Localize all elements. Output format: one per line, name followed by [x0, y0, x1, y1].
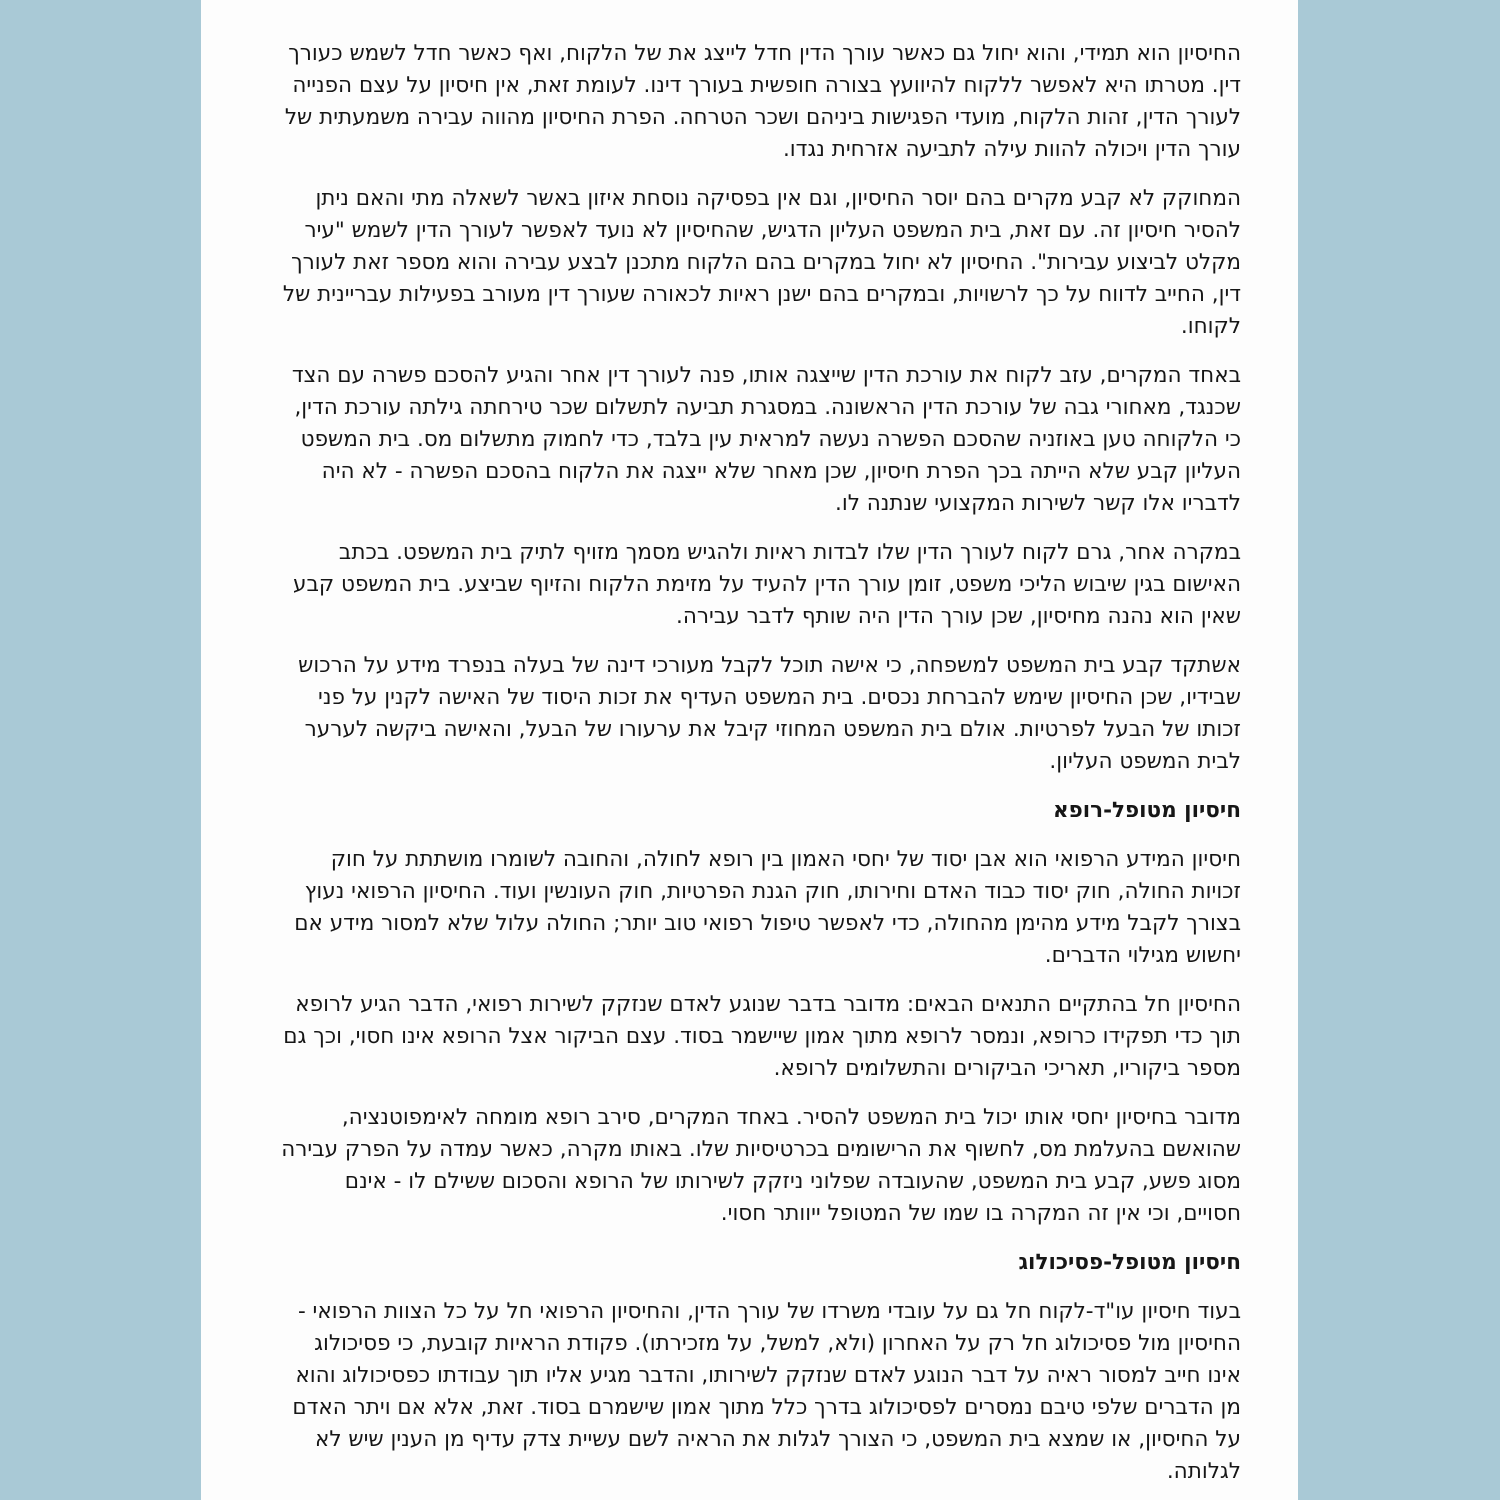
paragraph: באחד המקרים, עזב לקוח את עורכת הדין שייצגה אותו, פנה לעורך דין אחר והגיע להסכם פשרה עם הצד שכנגד, מאחורי גבה של עורכת הדין הראשונה. במסגרת תביעה לתשלום שכר טירחתה גילתה עורכת הדין, כי הלקוחה טען באוזניה שהסכם הפשרה נעשה למראית עין בלבד, כדי לחמוק מתשלום מס. בית המשפט העליון קבע שלא הייתה בכך הפרת חיסיון, שכן מאחר שלא ייצגה את הלקוח בהסכם הפשרה - לא היה לדבריו אלו קשר לשירות המקצועי שנתנה לו.	[291, 363, 1241, 516]
section-heading-patient-psychologist: חיסיון מטופל-פסיכולוג	[1018, 1250, 1241, 1275]
paragraph: המחוקק לא קבע מקרים בהם יוסר החיסיון, וגם אין בפסיקה נוסחת איזון באשר לשאלה מתי והאם ניתן להסיר חיסיון זה. עם זאת, בית המשפט העליון הדגיש, שהחיסיון לא נועד לאפשר לעורך הדין לשמש "עיר מקלט לביצוע עבירות". החיסיון לא יחול במקרים בהם הלקוח מתכנן לבצע עבירה והוא מספר זאת לעורך דין, החייב לדווח על כך לרשויות, ובמקרים בהם ישנן ראיות לכאורה שעורך דין מעורב בפעילות עבריינית של לקוחו.	[282, 186, 1241, 339]
paragraph: החיסיון חל בהתקיים התנאים הבאים: מדובר בדבר שנוגע לאדם שנזקק לשירות רפואי, הדבר הגיע לרופא תוך כדי תפקידו כרופא, ונמסר לרופא מתוך אמון שיישמר בסוד. עצם הביקור אצל הרופא אינו חסוי, וכך גם מספר ביקוריו, תאריכי הביקורים והתשלומים לרופא.	[283, 992, 1241, 1081]
paragraph: החיסיון הוא תמידי, והוא יחול גם כאשר עורך הדין חדל לייצג את של הלקוח, ואף כאשר חדל לשמש כעורך דין. מטרתו היא לאפשר ללקוח להיוועץ בצורה חופשית בעורך דינו. לעומת זאת, אין חיסיון על עצם הפנייה לעורך הדין, זהות הלקוח, מועדי הפגישות ביניהם ושכר הטרחה. הפרת החיסיון מהווה עבירה משמעתית של עורך הדין ויכולה להוות עילה לתביעה אזרחית נגדו.	[284, 41, 1241, 162]
section-heading-patient-doctor: חיסיון מטופל-רופא	[1052, 798, 1241, 823]
paragraph: במקרה אחר, גרם לקוח לעורך הדין שלו לבדות ראיות ולהגיש מסמך מזויף לתיק בית המשפט. בכתב האישום בגין שיבוש הליכי משפט, זומן עורך הדין להעיד על מזימת הלקוח והזיוף שביצע. בית המשפט קבע שאין הוא נהנה מחיסיון, שכן עורך הדין היה שותף לדבר עבירה.	[293, 540, 1241, 629]
document-body	[279, 38, 1241, 1500]
document-page	[201, 0, 1298, 1500]
paragraph: בעוד חיסיון עו"ד-לקוח חל גם על עובדי משרדו של עורך הדין, והחיסיון הרפואי חל על כל הצוות הרפואי - החיסיון מול פסיכולוג חל רק על האחרון (ולא, למשל, על מזכירתו). פקודת הראיות קובעת, כי פסיכולוג אינו חייב למסור ראיה על דבר הנוגע לאדם שנזקק לשירותו, והדבר מגיע אליו תוך עבודתו כפסיכולוג והוא מן הדברים שלפי טיבם נמסרים לפסיכולוג בדרך כלל מתוך אמון שישמרם בסוד. זאת, אלא אם ויתר האדם על החיסיון, או שמצא בית המשפט, כי הצורך לגלות את הראיה לשם עשיית צדק עדיף מן הענין שיש לא לגלותה.	[292, 1299, 1241, 1484]
paragraph: מדובר בחיסיון יחסי אותו יכול בית המשפט להסיר. באחד המקרים, סירב רופא מומחה לאימפוטנציה, שהואשם בהעלמת מס, לחשוף את הרישומים בכרטיסיות שלו. באותו מקרה, כאשר עמדה על הפרק עבירה מסוג פשע, קבע בית המשפט, שהעובדה שפלוני ניזקק לשירותו של הרופא והסכום ששילם לו - אינם חסויים, וכי אין זה המקרה בו שמו של המטופל ייוותר חסוי.	[281, 1105, 1241, 1226]
paragraph: חיסיון המידע הרפואי הוא אבן יסוד של יחסי האמון בין רופא לחולה, והחובה לשומרו מושתתת על חוק זכויות החולה, חוק יסוד כבוד האדם וחירותו, חוק הגנת הפרטיות, חוק העונשין ועוד. החיסיון הרפואי נעוץ בצורך לקבל מידע מהימן מהחולה, כדי לאפשר טיפול רפואי טוב יותר; החולה עלול שלא למסור מידע אם יחשוש מגילוי הדברים.	[294, 847, 1241, 968]
paragraph: אשתקד קבע בית המשפט למשפחה, כי אישה תוכל לקבל מעורכי דינה של בעלה בנפרד מידע על הרכוש שבידיו, שכן החיסיון שימש להברחת נכסים. בית המשפט העדיף את זכות היסוד של האישה לקנין על פני זכותו של הבעל לפרטיות. אולם בית המשפט המחוזי קיבל את ערעורו של הבעל, והאישה ביקשה לערער לבית המשפט העליון.	[298, 653, 1241, 774]
